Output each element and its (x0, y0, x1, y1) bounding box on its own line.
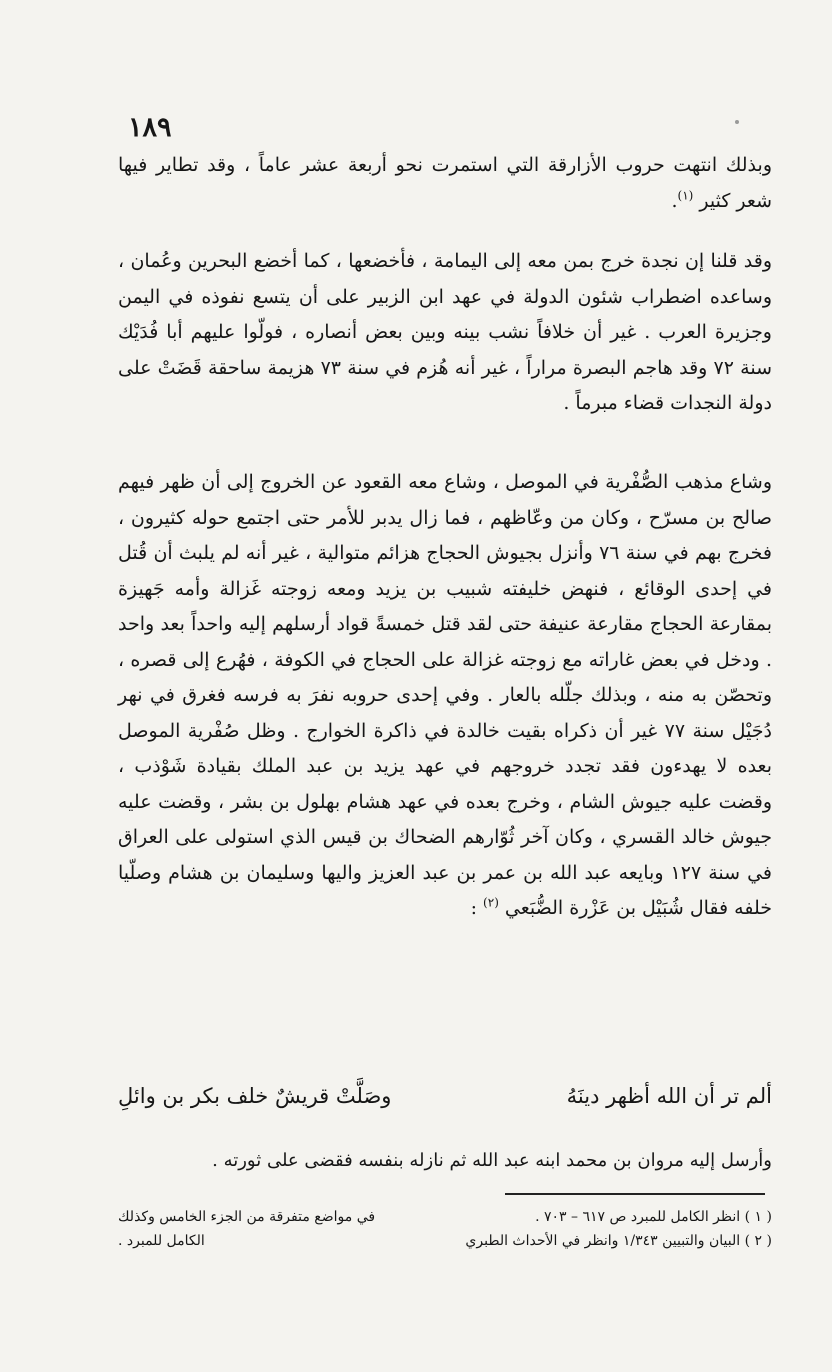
footnote-continuation: الكامل للمبرد . (118, 1233, 205, 1249)
footnote-1 (118, 1205, 772, 1229)
verse-second-hemistich: وصَلَّتْ قريشٌ خلف بكر بن وائلِ (118, 1084, 392, 1108)
footnote-number: ( ٢ ) (744, 1233, 772, 1249)
paragraph-tail: . (671, 189, 678, 212)
closing-line: وأرسل إليه مروان بن محمد ابنه عبد الله ثم نازله بنفسه فقضى على ثورته . (212, 1150, 772, 1171)
page-speck (735, 120, 739, 124)
paragraph-2 (118, 244, 772, 422)
paragraph-text: وشاع مذهب الصُّفْرية في الموصل ، وشاع معه القعود عن الخروج إلى أن ظهر فيهم صالح بن مسرّح ، وكان من وعّاظهم ، فما زال يدبر للأمر حتى اجتمع حوله كثيرون ، فخرج بهم في سنة ٧٦ وأنزل بجيوش الحجاج هزائم متوالية ، غير أنه لم يلبث أن قُتل في إحدى الوقائع ، فنهض خليفته شبيب بن يزيد ومعه زوجته غَزالة وأمه جَهيزة بمقارعة الحجاج مقارعة عنيفة حتى لقد قتل خمسةً قواد أرسلهم إليه واحداً بعد واحد . ودخل في بعض غاراته مع زوجته غزالة على الحجاج في الكوفة ، فهُرع إلى قصره ، وتحصّن به منه ، وبذلك جلّله بالعار . وفي إحدى حروبه نفرَ به فرسه فغرق في نهر دُجَيْل سنة ٧٧ غير أن ذكراه بقيت خالدة في ذاكرة الخوارج . وظل صُفْرية الموصل بعده لا يهدءون فقد تجدد خروجهم في عهد يزيد بن عبد الملك بقيادة شَوْذب ، وقضت عليه جيوش الشام ، وخرج بعده في عهد هشام بهلول بن بشر ، وقضت عليه جيوش خالد القسري ، وكان آخر ثُوّارهم الضحاك بن قيس الذي استولى على العراق في سنة ١٢٧ وبايعه عبد الله بن عمر بن عبد العزيز واليها وسليمان بن هشام وصلّيا خلفه فقال شُبَيْل بن عَزْرة الضُّبَعي (118, 471, 773, 919)
footnotes (118, 1205, 772, 1253)
footnote-text: انظر الكامل للمبرد ص ٦١٧ – ٧٠٣ . (535, 1209, 741, 1225)
footnote-continuation: في مواضع متفرقة من الجزء الخامس وكذلك (118, 1209, 376, 1225)
footnote-divider (505, 1193, 765, 1195)
paragraph-3 (118, 465, 772, 927)
verse-first-hemistich: ألم تر أن الله أظهر دينَهُ (566, 1084, 772, 1108)
paragraph-1 (118, 148, 772, 219)
poem-verse (118, 1076, 772, 1116)
footnote-number: ( ١ ) (744, 1209, 772, 1225)
footnote-ref: (١) (677, 188, 694, 203)
paragraph-text: وبذلك انتهت حروب الأزارقة التي استمرت نحو أربعة عشر عاماً ، وقد تطاير فيها شعر كثير (118, 154, 772, 212)
paragraph-text: وقد قلنا إن نجدة خرج بمن معه إلى اليمامة ، فأخضعها ، كما أخضع البحرين وعُمان ، وساعده اضطراب شئون الدولة في عهد ابن الزبير على أن يتسع نفوذه في اليمن وجزيرة العرب . غير أن خلافاً نشب بينه وبين بعض أنصاره ، فولّوا عليهم أبا فُدَيْك سنة ٧٢ وقد هاجم البصرة مراراً ، غير أنه هُزم في سنة ٧٣ هزيمة ساحقة قَضَتْ على دولة النجدات قضاء مبرماً . (118, 250, 772, 414)
footnote-ref: (٢) (483, 895, 499, 910)
paragraph-tail: : (470, 897, 484, 919)
footnote-text: البيان والتبيين ١/٣٤٣ وانظر في الأحداث الطبري (465, 1233, 741, 1249)
page-number: ١٨٩ (128, 112, 172, 143)
footnote-2 (118, 1229, 772, 1253)
